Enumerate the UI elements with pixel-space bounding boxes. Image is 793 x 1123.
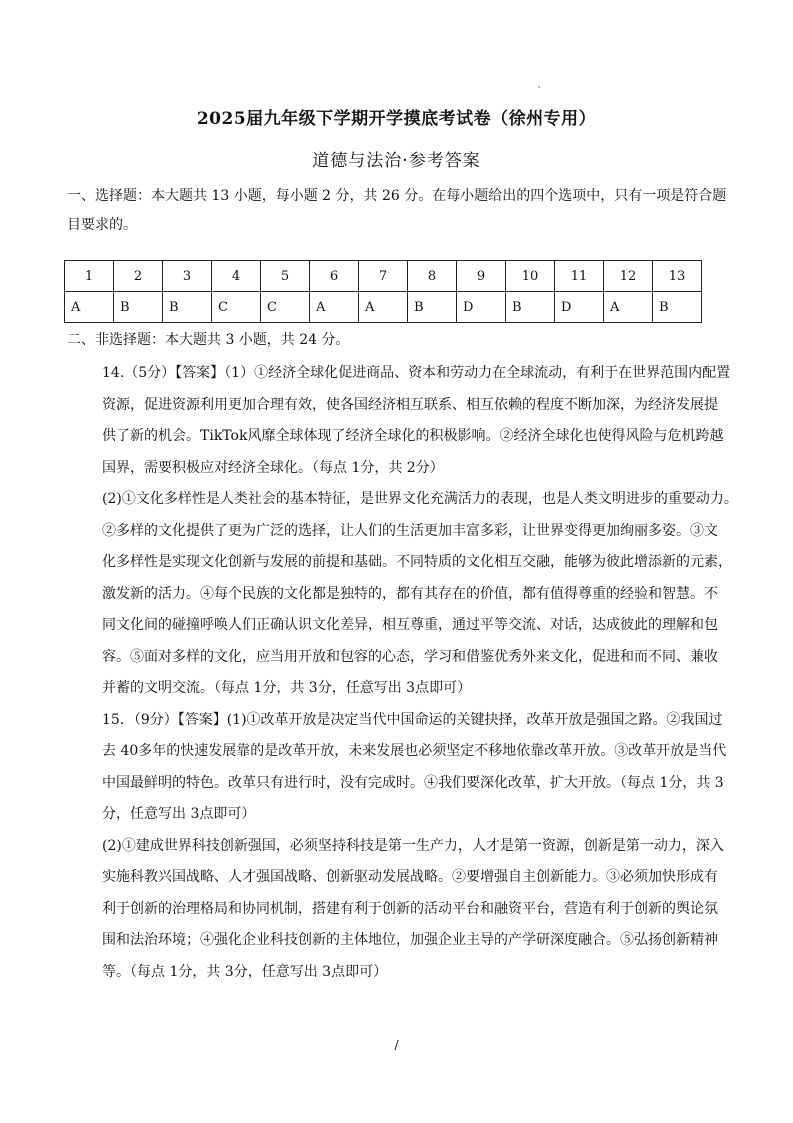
question-number-cell: 5 [261,261,310,292]
question-number-cell: 4 [212,261,261,292]
question-number-cell: 6 [310,261,359,292]
answer-cell: A [65,292,114,323]
answer-line: 利于创新的治理格局和协同机制，搭建有利于创新的活动平台和融资平台，营造有利于创新的舆论氛 [102,900,718,917]
question-number-cell: 9 [457,261,506,292]
section1-line: 目要求的。 [67,217,137,233]
answer-line: (2)①文化多样性是人类社会的基本特征，是世界文化充满活力的表现，也是人类文明进步的重要动力。 [102,491,738,507]
scan-dot [538,86,540,88]
answer-cell: C [212,292,261,323]
answer-table-answer-row [65,292,702,323]
answer-line: 14.（5分）【答案】（1）①经济全球化促进商品、资本和劳动力在全球流动，有利于在世界范围内配置 [102,365,731,381]
answer-line: ②多样的文化提供了更为广泛的选择，让人们的生活更加丰富多彩，让世界变得更加绚丽多姿。③文 [102,522,718,539]
section2-heading: 二、非选择题：本大题共 3 小题，共 24 分。 [67,332,350,348]
answer-line: 分，任意写出 3点即可） [102,806,256,822]
question-number-cell: 1 [65,261,114,292]
section1-intro [67,182,726,240]
answer-cell: B [506,292,555,323]
question-number-cell: 11 [555,261,604,292]
answer-line: 容。⑤面对多样的文化，应当用开放和包容的心态，学习和借鉴优秀外来文化，促进和而不同、兼收 [102,648,718,665]
answer-cell: B [163,292,212,323]
answer-table-number-row [65,261,702,292]
question-number-cell: 3 [163,261,212,292]
question-number-cell: 2 [114,261,163,292]
answer-cell: C [261,292,310,323]
answer-line: 供了新的机会。TikTok风靡全球体现了经济全球化的积极影响。②经济全球化也使得风险与危机跨越 [102,428,724,444]
answer-cell: D [457,292,506,323]
answer-line: 15．（9分）【答案】(1)①改革开放是决定当代中国命运的关键抉择，改革开放是强国之路。②我国过 [102,711,723,728]
answer-cell: B [653,292,702,323]
page-title: 2025届九年级下学期开学摸底考试卷（徐州专用） [196,109,597,129]
question-number-cell: 12 [604,261,653,292]
section1-line: 一、选择题：本大题共 13 小题，每小题 2 分，共 26 分。在每小题给出的四个选项中，只有一项是符合题 [67,188,727,204]
answer-line: 实施科教兴国战略、人才强国战略、创新驱动发展战略。②要增强自主创新能力。③必须加快形成有 [102,869,718,885]
question-number-cell: 13 [653,261,702,292]
answer-line: 围和法治环境；④强化企业科技创新的主体地位，加强企业主导的产学研深度融合。⑤弘扬创新精神 [102,932,718,948]
answer-cell: D [555,292,604,323]
answer-cell: B [408,292,457,323]
answer-cell: A [310,292,359,323]
answer-line: 并蓄的文明交流。（每点 1分，共 3分，任意写出 3点即可） [102,680,472,696]
answer-line: 国界，需要积极应对经济全球化。（每点 1分，共 2分） [102,459,444,476]
answer-line: 中国最鲜明的特色。改革只有进行时，没有完成时。④我们要深化改革，扩大开放。（每点 1分，共 3 [102,774,724,791]
answer-cell: A [359,292,408,323]
answer-line: 等。（每点 1分，共 3分，任意写出 3点即可） [102,963,388,980]
page-subtitle: 道德与法治·参考答案 [312,151,481,171]
answer-line: 资源，促进资源利用更加合理有效，使各国经济相互联系、相互依赖的程度不断加深，为经济发展提 [102,396,718,413]
answer-line: 去 40多年的快速发展靠的是改革开放，未来发展也必须坚定不移地依靠改革开放。③改革开放是当代 [102,743,727,759]
answer-cell: A [604,292,653,323]
question-number-cell: 8 [408,261,457,292]
question-number-cell: 10 [506,261,555,292]
answer-line: (2)①建成世界科技创新强国，必须坚持科技是第一生产力，人才是第一资源，创新是第一动力，深入 [102,837,724,854]
answer-table [64,260,702,323]
answer-line: 同文化间的碰撞呼唤人们正确认识文化差异，相互尊重，通过平等交流、对话，达成彼此的理解和包 [102,617,718,633]
answer-line: 激发新的活力。④每个民族的文化都是独特的，都有其存在的价值，都有值得尊重的经验和智慧。不 [102,585,718,602]
answer-cell: B [114,292,163,323]
question-number-cell: 7 [359,261,408,292]
page-mark: / [394,1038,399,1052]
answer-line: 化多样性是实现文化创新与发展的前提和基础。不同特质的文化相互交融，能够为彼此增添新的元素， [102,554,732,570]
answer-body [102,358,738,988]
